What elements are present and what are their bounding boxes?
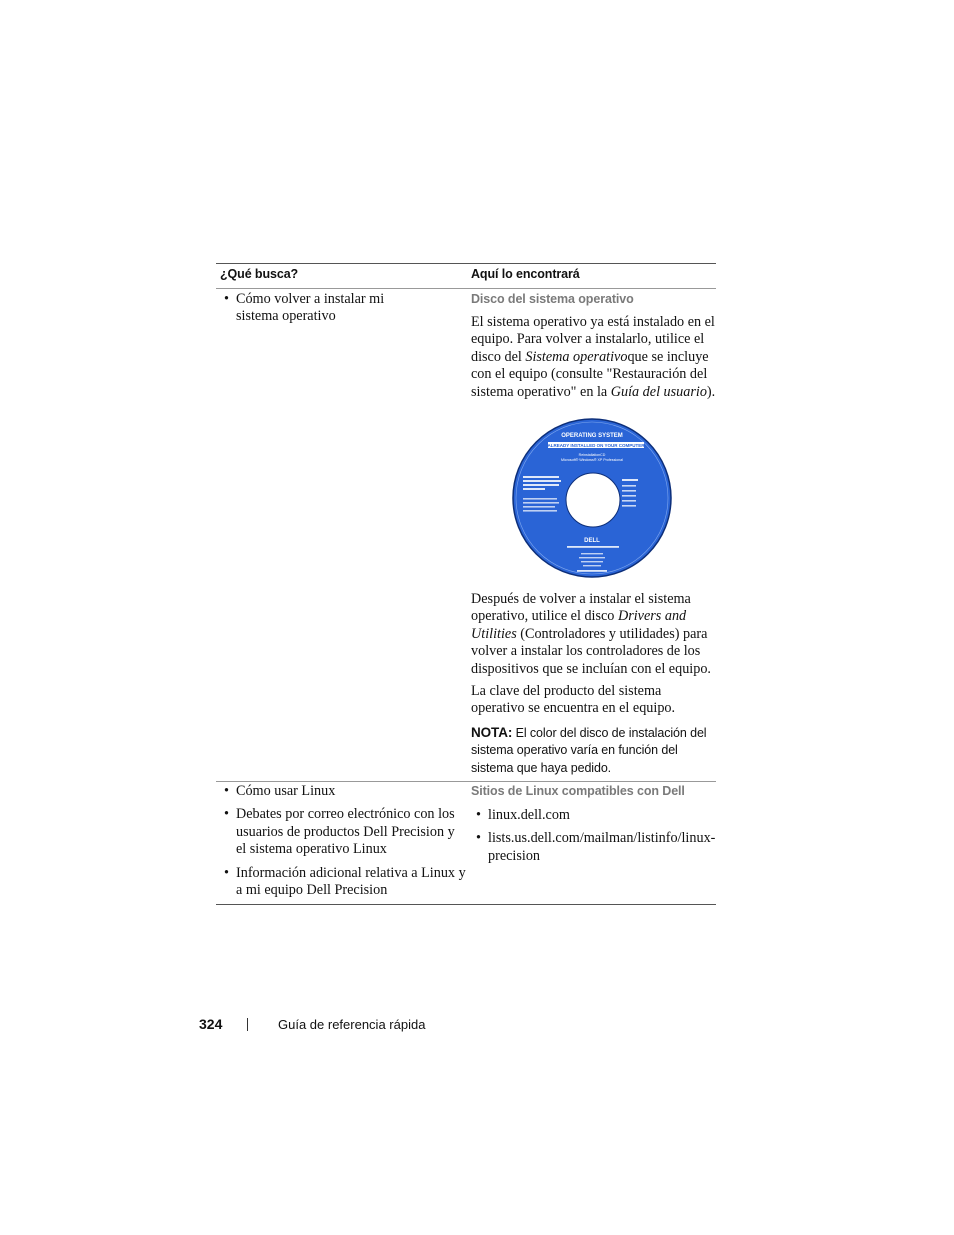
- table-row-rule: [216, 781, 716, 782]
- column-header-what: ¿Qué busca?: [220, 267, 299, 281]
- section-label-linux-sites: Sitios de Linux compatibles con Dell: [471, 784, 685, 798]
- paragraph-os-installed: El sistema operativo ya está instalado en el equipo. Para volver a instalarlo, utilice el disco del Sistema operativoque se incluye con el equipo (consulte "Restauración del sistema operativo" en la Guía del usuario).: [471, 314, 716, 400]
- disc-line-1: ReinstallationCD: [578, 453, 606, 457]
- footer-divider: [247, 1018, 248, 1031]
- row2-topic-list: [216, 783, 466, 899]
- list-item: • Cómo usar Linux: [216, 783, 466, 800]
- disc-title: OPERATING SYSTEM: [561, 433, 623, 439]
- list-item: • Cómo volver a instalar mi sistema operativo: [216, 291, 391, 326]
- table-top-rule: [216, 263, 716, 264]
- note-text: El color del disco de instalación del sistema operativo varía en función del sistema que haya pedido.: [471, 726, 707, 775]
- disc-subtitle: ALREADY INSTALLED ON YOUR COMPUTER: [547, 443, 645, 448]
- disc-line-2: Microsoft® Windows® XP Professional: [561, 458, 623, 462]
- disc-brand-logo: DELL: [584, 538, 600, 544]
- disc-hole: [566, 473, 620, 527]
- note-label: NOTA:: [471, 725, 513, 740]
- row1-topic-list: [216, 291, 391, 326]
- link-linux-mailing-list[interactable]: • lists.us.dell.com/mailman/listinfo/linux-precision: [468, 830, 718, 865]
- list-item: • Debates por correo electrónico con los usuarios de productos Dell Precision y el sistema operativo Linux: [216, 806, 466, 858]
- operating-system-disc-image: [511, 418, 673, 578]
- column-header-where: Aquí lo encontrará: [471, 267, 580, 281]
- linux-links-list: [468, 807, 718, 865]
- footer-title: Guía de referencia rápida: [278, 1017, 426, 1032]
- page-number: 324: [199, 1016, 223, 1032]
- list-item: • Información adicional relativa a Linux y a mi equipo Dell Precision: [216, 865, 466, 900]
- paragraph-product-key: La clave del producto del sistema operativo se encuentra en el equipo.: [471, 683, 676, 717]
- table-bottom-rule: [216, 904, 716, 905]
- link-linux-dell[interactable]: • linux.dell.com: [468, 807, 718, 824]
- section-label-os-disc: Disco del sistema operativo: [471, 292, 634, 306]
- note-disc-color: [471, 724, 717, 777]
- table-header-rule: [216, 288, 716, 289]
- paragraph-drivers-utilities: Después de volver a instalar el sistema operativo, utilice el disco Drivers and Utilities (Controladores y utilidades) para volver a instalar los controladores de los dispositivos que se incluían con el equipo.: [471, 591, 711, 677]
